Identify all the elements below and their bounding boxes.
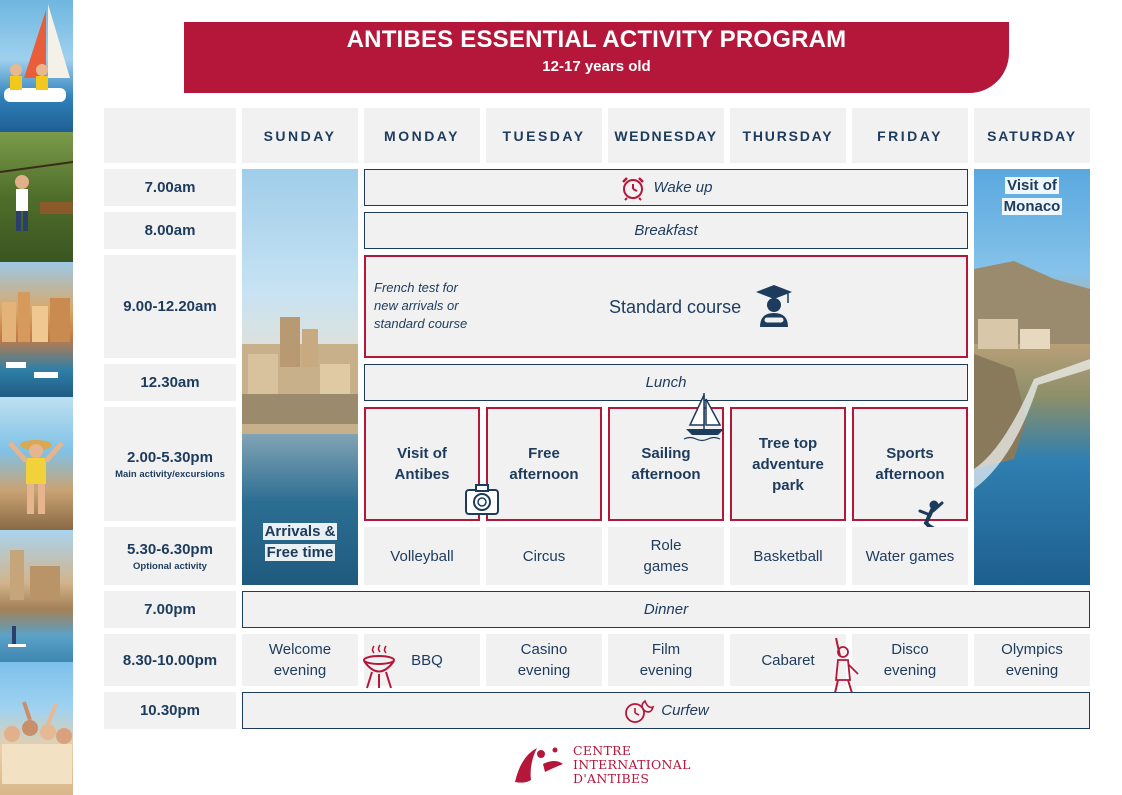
beach-girl-photo [0, 397, 73, 530]
day-header-friday: FRIDAY [852, 108, 968, 163]
day-header-monday: MONDAY [364, 108, 480, 163]
day-header-wednesday: WEDNESDAY [608, 108, 724, 163]
time-cell: 9.00-12.20am [104, 255, 236, 358]
evening-thursday: Cabaret [730, 634, 846, 686]
time-cell: 2.00-5.30pm Main activity/excursions [104, 407, 236, 521]
day-header-thursday: THURSDAY [730, 108, 846, 163]
title-banner [184, 22, 1009, 93]
moon-clock-icon [623, 697, 655, 725]
page-title: ANTIBES ESSENTIAL ACTIVITY PROGRAM [346, 26, 847, 53]
time-cell: 8.30-10.00pm [104, 634, 236, 686]
time-cell: 5.30-6.30pm Optional activity [104, 527, 236, 585]
optional-thursday: Basketball [730, 527, 846, 585]
lunch-bar [364, 364, 968, 401]
evening-friday: Disco evening [852, 634, 968, 686]
harbour-photo [0, 262, 73, 397]
time-cell: 7.00am [104, 169, 236, 206]
day-header-sunday: SUNDAY [242, 108, 358, 163]
lunch-label: Lunch [645, 374, 687, 391]
wake-up-label: Wake up [653, 179, 713, 196]
evening-sunday: Welcome evening [242, 634, 358, 686]
camera-icon [464, 482, 500, 516]
evening-wednesday: Film evening [608, 634, 724, 686]
activity-tuesday: Free afternoon [486, 407, 602, 521]
time-cell: 10.30pm [104, 692, 236, 729]
optional-friday: Water games [852, 527, 968, 585]
optional-monday: Volleyball [364, 527, 480, 585]
french-test-note: French test for new arrivals or standard course [374, 280, 468, 331]
breakfast-label: Breakfast [634, 222, 698, 239]
sailboat-icon [682, 391, 728, 443]
dinner-bar [242, 591, 1090, 628]
dinner-label: Dinner [643, 601, 689, 618]
curfew-label: Curfew [661, 702, 709, 719]
sailing-photo [0, 0, 73, 132]
wake-up-bar [364, 169, 968, 206]
evening-monday: BBQ [364, 634, 480, 686]
bbq-grill-icon [360, 644, 398, 690]
corner-cell [104, 108, 236, 163]
saturday-label: Visit of Monaco [1003, 177, 1061, 215]
time-cell: 8.00am [104, 212, 236, 249]
morning-course-box [364, 255, 968, 358]
activity-friday: Sports afternoon [852, 407, 968, 521]
treetop-photo [0, 132, 73, 262]
optional-tuesday: Circus [486, 527, 602, 585]
standard-course-label: Standard course [609, 297, 742, 317]
time-cell: 12.30am [104, 364, 236, 401]
optional-wednesday: Role games [608, 527, 724, 585]
activity-monday: Visit of Antibes [364, 407, 480, 521]
evening-saturday: Olympics evening [974, 634, 1090, 686]
sunday-label: Arrivals & Free time [264, 523, 336, 561]
graduation-icon [754, 283, 794, 329]
activity-thursday: Tree top adventure park [730, 407, 846, 521]
evening-tuesday: Casino evening [486, 634, 602, 686]
logo [511, 742, 691, 788]
monaco-photo [974, 169, 1090, 585]
logo-mark-icon [511, 742, 567, 788]
activity-wednesday: Sailing afternoon [608, 407, 724, 521]
logo-text: CENTRE INTERNATIONAL D'ANTIBES [573, 743, 691, 786]
time-cell: 7.00pm [104, 591, 236, 628]
breakfast-bar [364, 212, 968, 249]
old-town-photo [0, 530, 73, 662]
group-photo [0, 662, 73, 795]
antibes-photo [242, 169, 358, 585]
page-subtitle: 12-17 years old [542, 58, 651, 75]
photo-strip [0, 0, 73, 795]
day-header-tuesday: TUESDAY [486, 108, 602, 163]
day-header-saturday: SATURDAY [974, 108, 1090, 163]
curfew-bar [242, 692, 1090, 729]
alarm-clock-icon [620, 175, 646, 201]
